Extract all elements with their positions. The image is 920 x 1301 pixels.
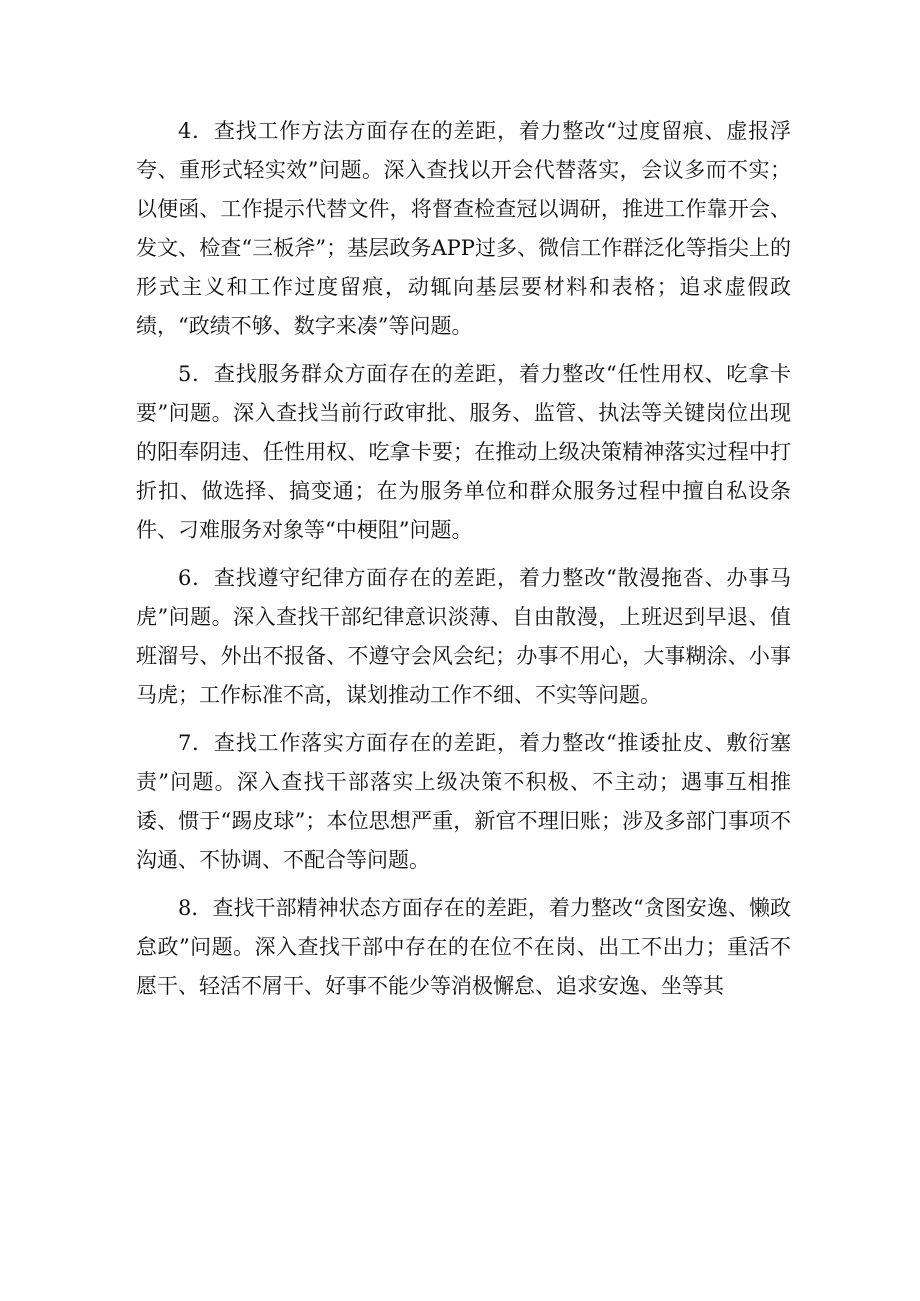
paragraph-item-8: 8．查找干部精神状态方面存在的差距，着力整改“贪图安逸、懒政怠政”问题。深入查找干部中存在的在位不在岗、出工不出力；重活不愿干、轻活不屑干、好事不能少等消极懈怠、追求安逸、坐等其 — [136, 896, 791, 998]
paragraph-item-6: 6．查找遵守纪律方面存在的差距，着力整改“散漫拖沓、办事马虎”问题。深入查找干部纪律意识淡薄、自由散漫，上班迟到早退、值班溜号、外出不报备、不遵守会风会纪；办事不用心，大事糊涂、小事马虎；工作标准不高，谋划推动工作不细、不实等问题。 — [136, 566, 791, 707]
document-body — [136, 112, 791, 1015]
paragraph-item-5: 5．查找服务群众方面存在的差距，着力整改“任性用权、吃拿卡要”问题。深入查找当前行政审批、服务、监管、执法等关键岗位出现的阳奉阴违、任性用权、吃拿卡要；在推动上级决策精神落实过程中打折扣、做选择、搞变通；在为服务单位和群众服务过程中擅自私设条件、刁难服务对象等“中梗阻”问题。 — [136, 362, 791, 542]
paragraph-item-7: 7．查找工作落实方面存在的差距，着力整改“推诿扯皮、敷衍塞责”问题。深入查找干部落实上级决策不积极、不主动；遇事互相推诿、惯于“踢皮球”；本位思想严重，新官不理旧账；涉及多部门事项不沟通、不协调、不配合等问题。 — [136, 731, 791, 872]
paragraph-item-4: 4．查找工作方法方面存在的差距，着力整改“过度留痕、虚报浮夸、重形式轻实效”问题。深入查找以开会代替落实，会议多而不实；以便函、工作提示代替文件，将督查检查冠以调研，推进工作靠开会、发文、检查“三板斧”；基层政务APP过多、微信工作群泛化等指尖上的形式主义和工作过度留痕，动辄向基层要材料和表格；追求虚假政绩，“政绩不够、数字来凑”等问题。 — [136, 119, 791, 338]
